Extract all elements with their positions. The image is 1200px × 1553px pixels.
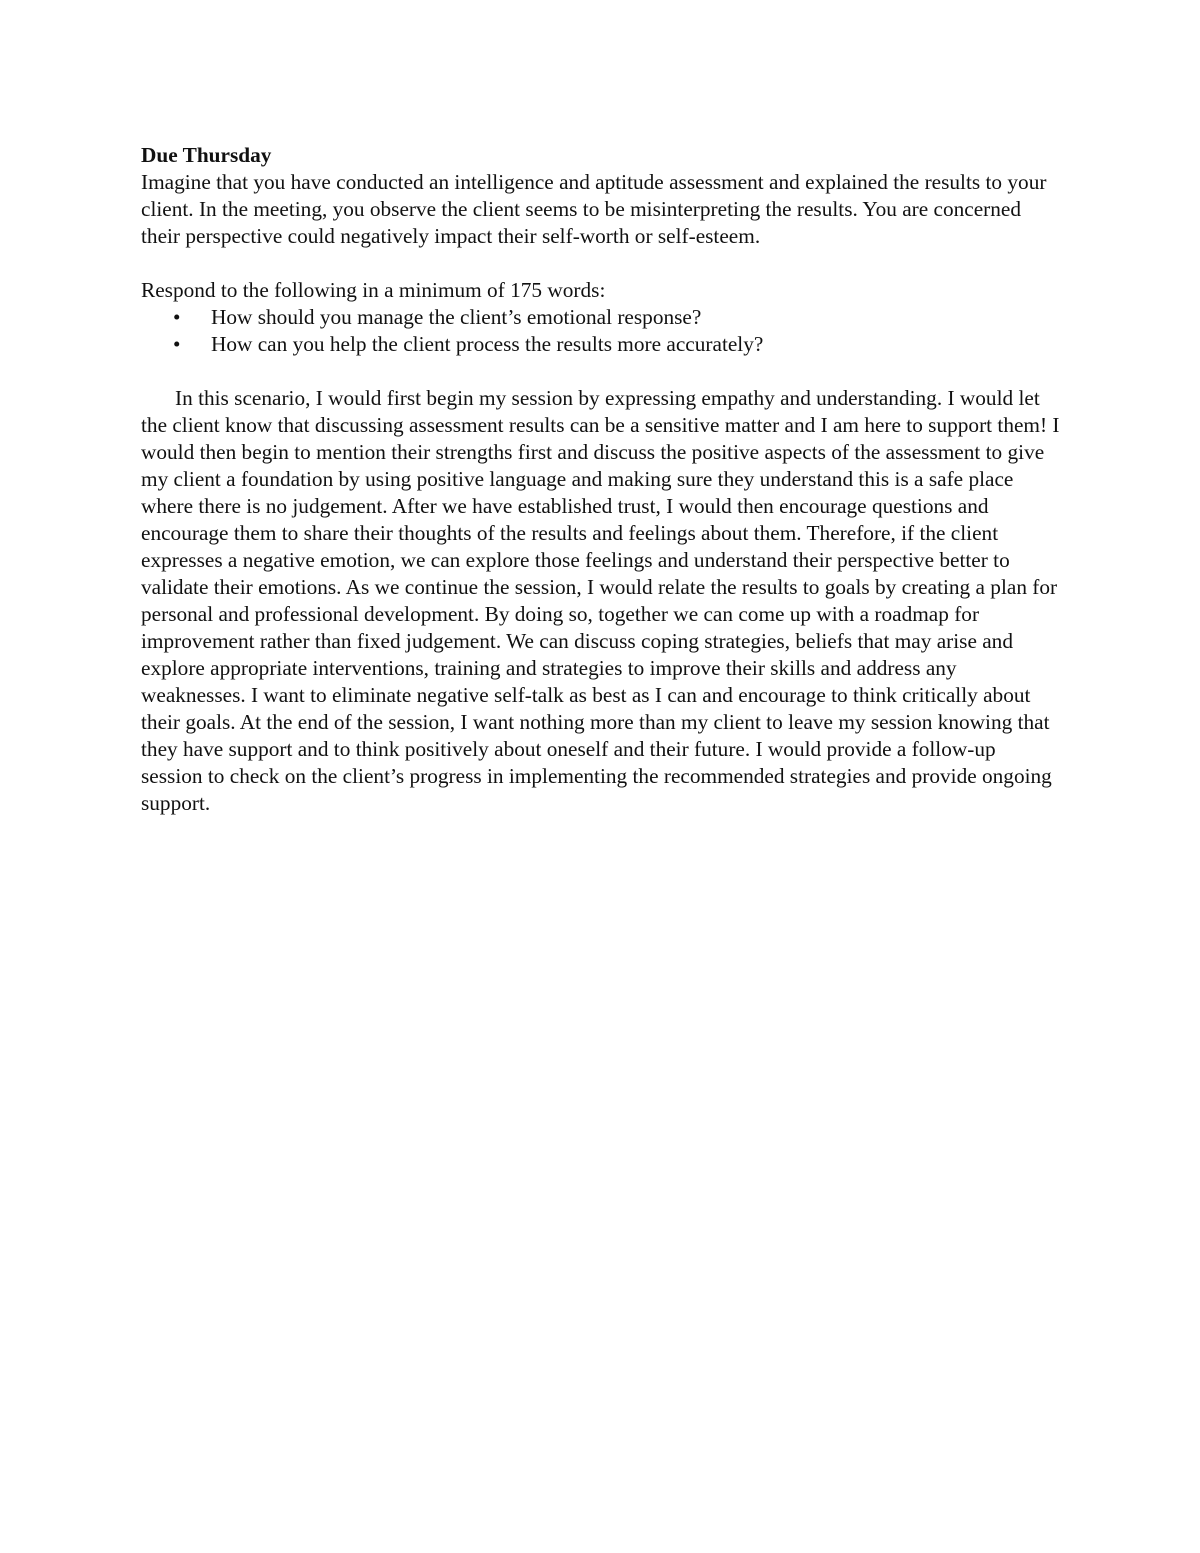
list-item xyxy=(141,331,1061,358)
question-list xyxy=(141,304,1061,358)
bullet-icon: • xyxy=(173,332,181,356)
assignment-instruction: Respond to the following in a minimum of 175 words: xyxy=(141,278,606,302)
assignment-prompt: Imagine that you have conducted an intelligence and aptitude assessment and explained the results to your client. In the meeting, you observe the client seems to be misinterpreting the results. You are concerned their perspective could negatively impact their self-worth or self-esteem. xyxy=(141,170,1047,248)
bullet-icon: • xyxy=(173,305,181,329)
question-text: How can you help the client process the results more accurately? xyxy=(211,332,764,356)
response-paragraph: In this scenario, I would first begin my session by expressing empathy and understanding. I would let the client know that discussing assessment results can be a sensitive matter and I am here to support them! I would then begin to mention their strengths first and discuss the positive aspects of the assessment to give my client a foundation by using positive language and making sure they understand this is a safe place where there is no judgement. After we have established trust, I would then encourage questions and encourage them to share their thoughts of the results and feelings about them. Therefore, if the client expresses a negative emotion, we can explore those feelings and understand their perspective better to validate their emotions. As we continue the session, I would relate the results to goals by creating a plan for personal and professional development. By doing so, together we can come up with a roadmap for improvement rather than fixed judgement. We can discuss coping strategies, beliefs that may arise and explore appropriate interventions, training and strategies to improve their skills and address any weaknesses. I want to eliminate negative self-talk as best as I can and encourage to think critically about their goals. At the end of the session, I want nothing more than my client to leave my session knowing that they have support and to think positively about oneself and their future. I would provide a follow-up session to check on the client’s progress in implementing the recommended strategies and provide ongoing support. xyxy=(141,386,1060,815)
question-text: How should you manage the client’s emotional response? xyxy=(211,305,702,329)
paragraph-spacer xyxy=(141,250,1061,277)
list-item xyxy=(141,304,1061,331)
due-date-heading: Due Thursday xyxy=(141,143,272,167)
paragraph-spacer xyxy=(141,358,1061,385)
document-body xyxy=(141,142,1061,817)
